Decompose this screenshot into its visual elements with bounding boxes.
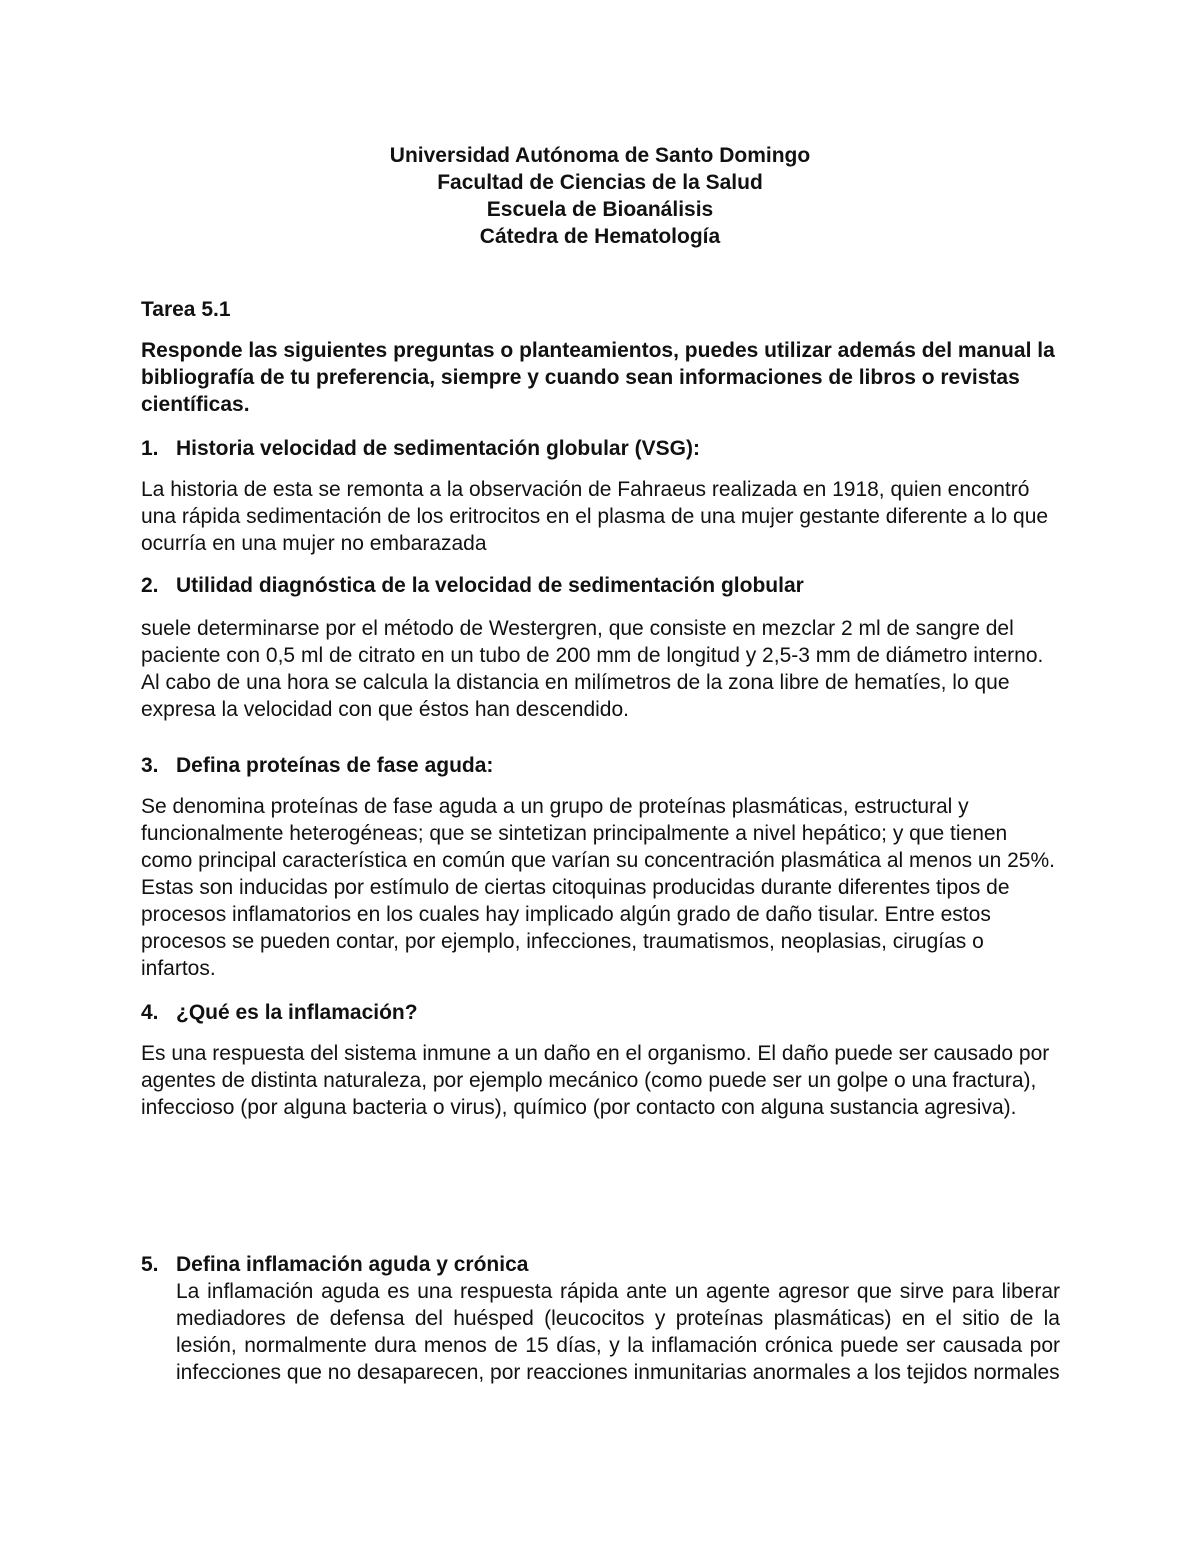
question-number: 4. <box>141 1001 159 1024</box>
header-school: Escuela de Bioanálisis <box>486 198 714 221</box>
document-header <box>0 142 1200 250</box>
question-2-answer: suele determinarse por el método de Westergren, que consiste en mezclar 2 ml de sangre del paciente con 0,5 ml de citrato en un tubo de 200 mm de longitud y 2,5-3 mm de diámetro interno. Al cabo de una hora se calcula la distancia en milímetros de la zona libre de hematíes, lo que expresa la velocidad con que éstos han descendido. <box>141 617 1044 721</box>
question-text: Defina proteínas de fase aguda: <box>176 754 494 777</box>
question-4-answer: Es una respuesta del sistema inmune a un daño en el organismo. El daño puede ser causado por agentes de distinta naturaleza, por ejemplo mecánico (como puede ser un golpe o una fractura), infeccioso (por alguna bacteria o virus), químico (por contacto con alguna sustancia agresiva). <box>141 1042 1050 1119</box>
question-5-answer: La inflamación aguda es una respuesta rápida ante un agente agresor que sirve para liberar mediadores de defensa del huésped (leucocitos y proteínas plasmáticas) en el sitio de la lesión, normalmente dura menos de 15 días, y la inflamación crónica puede ser causada por infecciones que no desaparecen, por reacciones inmunitarias anormales a los tejidos normales <box>176 1280 1060 1384</box>
question-3-answer: Se denomina proteínas de fase aguda a un grupo de proteínas plasmáticas, estructural y funcionalmente heterogéneas; que se sintetizan principalmente a nivel hepático; y que tienen como principal característica en común que varían su concentración plasmática al menos un 25%. Estas son inducidas por estímulo de ciertas citoquinas producidas durante diferentes tipos de procesos inflamatorios en los cuales hay implicado algún grado de daño tisular. Entre estos procesos se pueden contar, por ejemplo, infecciones, traumatismos, neoplasias, cirugías o infartos. <box>141 795 1055 980</box>
question-text: Defina inflamación aguda y crónica <box>176 1253 529 1276</box>
question-text: Utilidad diagnóstica de la velocidad de sedimentación globular <box>176 574 804 597</box>
header-chair: Cátedra de Hematología <box>479 225 721 248</box>
question-text: Historia velocidad de sedimentación globular (VSG): <box>176 437 700 460</box>
question-1-title <box>141 435 1061 462</box>
question-4-title <box>141 999 1061 1026</box>
question-2-title <box>141 572 1061 599</box>
question-3-title <box>141 752 1061 779</box>
header-university: Universidad Autónoma de Santo Domingo <box>389 144 811 167</box>
header-faculty: Facultad de Ciencias de la Salud <box>437 171 763 194</box>
task-instructions: Responde las siguientes preguntas o planteamientos, puedes utilizar además del manual la bibliografía de tu preferencia, siempre y cuando sean informaciones de libros o revistas científicas. <box>141 339 1055 416</box>
question-5-title <box>141 1251 1061 1278</box>
question-text: ¿Qué es la inflamación? <box>176 1001 418 1024</box>
question-number: 3. <box>141 754 159 777</box>
question-number: 5. <box>141 1253 159 1276</box>
question-number: 2. <box>141 574 159 597</box>
task-title: Tarea 5.1 <box>141 298 231 321</box>
question-number: 1. <box>141 437 159 460</box>
question-1-answer: La historia de esta se remonta a la observación de Fahraeus realizada en 1918, quien encontró una rápida sedimentación de los eritrocitos en el plasma de una mujer gestante diferente a lo que ocurría en una mujer no embarazada <box>141 478 1049 555</box>
